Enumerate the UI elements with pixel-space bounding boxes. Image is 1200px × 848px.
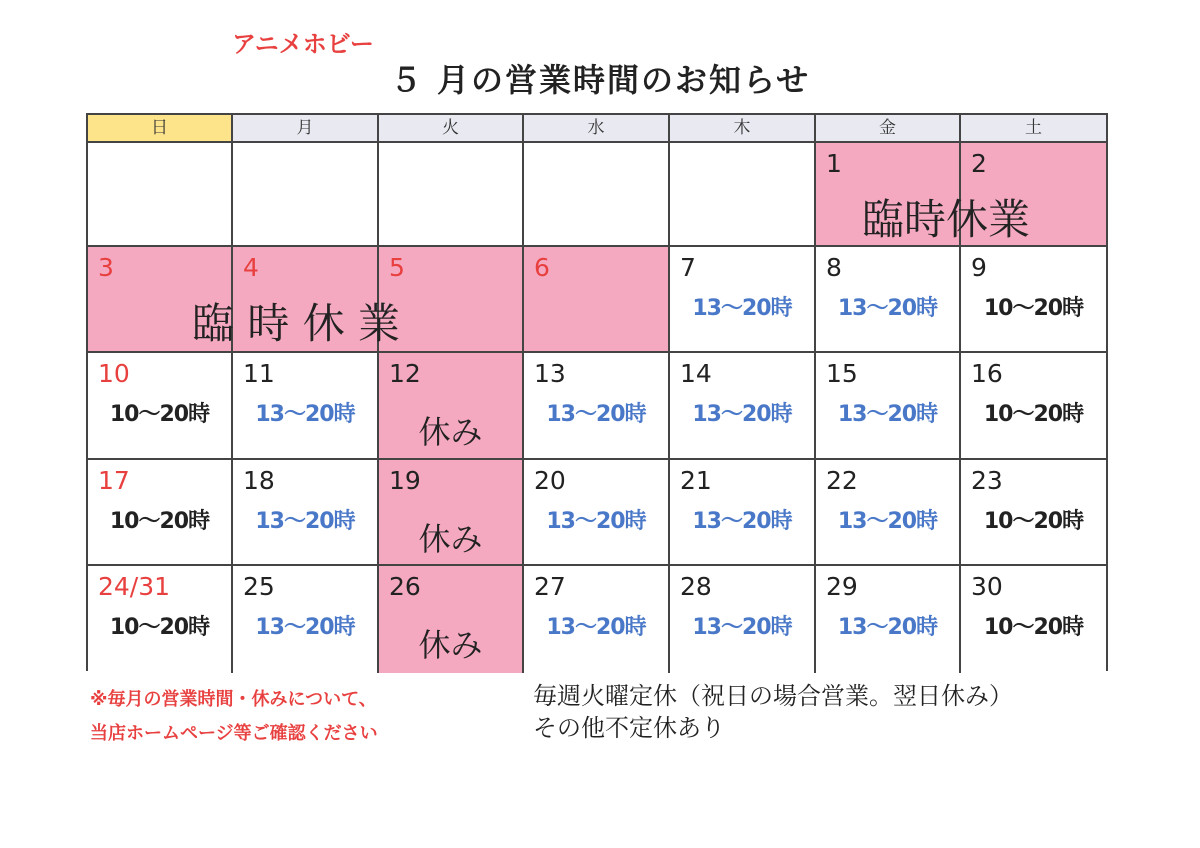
day-cell xyxy=(961,247,1106,353)
weekday-header: 水 xyxy=(524,115,670,143)
business-hours: 10〜20時 xyxy=(983,296,1084,321)
day-cell xyxy=(816,460,961,566)
calendar-grid xyxy=(86,113,1108,671)
day-cell xyxy=(670,353,816,460)
day-cell xyxy=(816,247,961,353)
day-number: 20 xyxy=(534,466,566,495)
day-number: 21 xyxy=(680,466,712,495)
day-number: 10 xyxy=(98,359,130,388)
day-number: 6 xyxy=(534,253,550,282)
day-number: 27 xyxy=(534,572,566,601)
day-number: 7 xyxy=(680,253,696,282)
day-cell xyxy=(379,566,524,673)
day-number: 2 xyxy=(971,149,987,178)
day-number: 23 xyxy=(971,466,1003,495)
day-cell xyxy=(524,247,670,353)
business-hours: 10〜20時 xyxy=(983,509,1084,534)
business-hours: 13〜20時 xyxy=(546,509,646,534)
weekday-header: 月 xyxy=(233,115,379,143)
note-black-line-1: 毎週火曜定休（祝日の場合営業。翌日休み） xyxy=(533,682,1013,710)
temporary-closure-label: 臨 時 休 業 xyxy=(192,299,401,348)
day-cell xyxy=(670,566,816,673)
day-cell xyxy=(233,460,379,566)
day-number: 26 xyxy=(389,572,421,601)
business-hours: 13〜20時 xyxy=(546,615,646,640)
day-number: 24/31 xyxy=(98,572,171,601)
day-number: 29 xyxy=(826,572,858,601)
business-hours: 10〜20時 xyxy=(983,402,1084,427)
business-hours: 13〜20時 xyxy=(837,402,938,427)
business-hours: 13〜20時 xyxy=(837,296,938,321)
day-cell xyxy=(670,247,816,353)
note-black xyxy=(533,680,1013,744)
page-title: ５ 月の営業時間のお知らせ xyxy=(389,61,811,99)
day-number: 12 xyxy=(389,359,421,388)
day-off-label: 休み xyxy=(418,520,483,558)
day-cell xyxy=(961,460,1106,566)
weekday-header: 日 xyxy=(88,115,233,143)
day-cell xyxy=(524,460,670,566)
day-number: 4 xyxy=(243,253,259,282)
day-cell xyxy=(233,566,379,673)
day-cell xyxy=(88,566,233,673)
day-number: 22 xyxy=(826,466,858,495)
day-cell xyxy=(379,143,524,247)
business-hours: 13〜20時 xyxy=(692,615,792,640)
business-hours: 13〜20時 xyxy=(692,296,792,321)
day-number: 3 xyxy=(98,253,114,282)
day-number: 18 xyxy=(243,466,275,495)
note-red xyxy=(90,683,378,751)
business-hours: 13〜20時 xyxy=(255,402,355,427)
day-cell xyxy=(524,353,670,460)
day-number: 17 xyxy=(98,466,130,495)
business-hours: 13〜20時 xyxy=(546,402,646,427)
day-cell xyxy=(88,353,233,460)
day-cell xyxy=(816,566,961,673)
day-cell xyxy=(816,353,961,460)
day-cell xyxy=(379,353,524,460)
day-number: 25 xyxy=(243,572,275,601)
weekday-header: 火 xyxy=(379,115,524,143)
day-cell xyxy=(670,460,816,566)
day-number: 9 xyxy=(971,253,987,282)
weekday-header: 土 xyxy=(961,115,1106,143)
business-hours: 10〜20時 xyxy=(109,615,210,640)
note-red-line-1: ※毎月の営業時間・休みについて、 xyxy=(90,689,377,710)
business-hours: 10〜20時 xyxy=(983,615,1084,640)
day-cell xyxy=(233,353,379,460)
business-hours: 10〜20時 xyxy=(109,509,210,534)
day-number: 13 xyxy=(534,359,566,388)
day-cell xyxy=(961,566,1106,673)
day-cell xyxy=(88,460,233,566)
day-cell xyxy=(379,247,524,353)
day-number: 15 xyxy=(826,359,858,388)
day-number: 11 xyxy=(243,359,275,388)
weekday-header: 木 xyxy=(670,115,816,143)
day-number: 14 xyxy=(680,359,712,388)
note-red-line-2: 当店ホームページ等ご確認ください xyxy=(90,723,378,744)
business-hours: 13〜20時 xyxy=(255,509,355,534)
day-number: 16 xyxy=(971,359,1003,388)
business-hours: 13〜20時 xyxy=(837,509,938,534)
day-off-label: 休み xyxy=(418,626,483,664)
day-number: 30 xyxy=(971,572,1003,601)
day-cell xyxy=(961,353,1106,460)
weekday-header: 金 xyxy=(816,115,961,143)
day-number: 1 xyxy=(826,149,842,178)
day-cell xyxy=(670,143,816,247)
business-hours: 13〜20時 xyxy=(692,402,792,427)
day-cell xyxy=(379,460,524,566)
day-cell xyxy=(88,143,233,247)
business-hours: 13〜20時 xyxy=(692,509,792,534)
shop-name: アニメホビー xyxy=(232,30,374,58)
day-number: 19 xyxy=(389,466,421,495)
day-cell xyxy=(524,143,670,247)
business-hours: 13〜20時 xyxy=(255,615,355,640)
temporary-closure-label: 臨時休業 xyxy=(862,195,1031,244)
day-number: 28 xyxy=(680,572,712,601)
business-hours: 13〜20時 xyxy=(837,615,938,640)
day-off-label: 休み xyxy=(418,413,483,451)
day-number: 8 xyxy=(826,253,842,282)
note-black-line-2: その他不定休あり xyxy=(533,714,725,742)
day-cell xyxy=(524,566,670,673)
day-cell xyxy=(233,143,379,247)
day-number: 5 xyxy=(389,253,405,282)
business-hours: 10〜20時 xyxy=(109,402,210,427)
